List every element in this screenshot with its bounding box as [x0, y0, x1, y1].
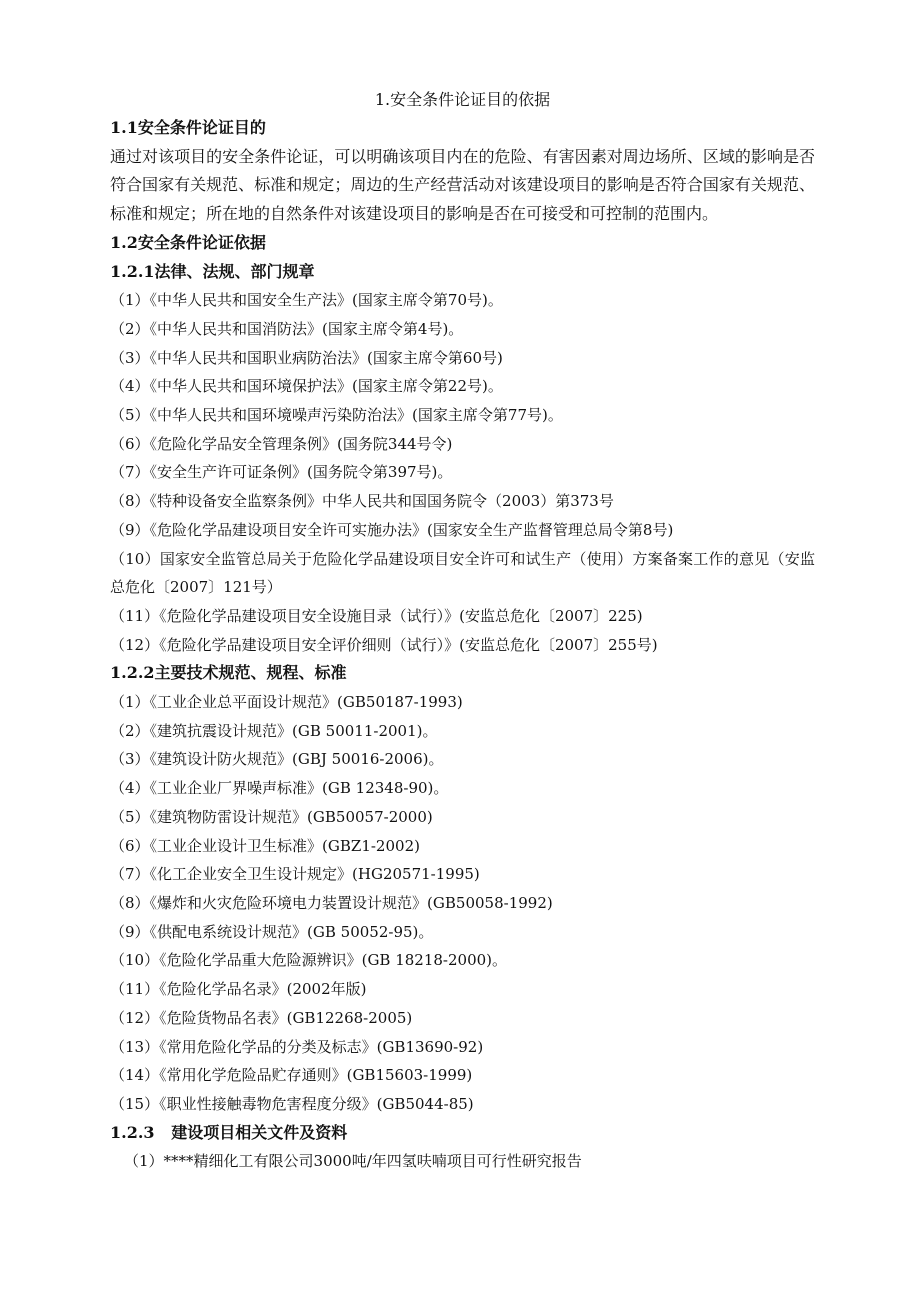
list-item: （1）《工业企业总平面设计规范》(GB50187-1993): [110, 693, 463, 712]
list-item: （8）《爆炸和火灾危险环境电力装置设计规范》(GB50058-1992): [110, 893, 553, 912]
list-item: （9）《供配电系统设计规范》(GB 50052-95)。: [110, 922, 434, 941]
section-1-2-1-heading: 1.2.1法律、法规、部门规章: [110, 261, 315, 281]
standards-list: [110, 688, 815, 1119]
list-item: （8）《特种设备安全监察条例》中华人民共和国国务院令（2003）第373号: [110, 492, 614, 511]
list-item: （11）《危险化学品名录》(2002年版): [110, 980, 367, 999]
list-item: （12）《危险化学品建设项目安全评价细则（试行）》(安监总危化〔2007〕255号): [110, 635, 658, 654]
list-item: （14）《常用化学危险品贮存通则》(GB15603-1999): [110, 1066, 473, 1085]
section-1-1-body: 通过对该项目的安全条件论证，可以明确该项目内在的危险、有害因素对周边场所、区域的影响是否符合国家有关规范、标准和规定；周边的生产经营活动对该建设项目的影响是否符合国家有关规范、标准和规定；所在地的自然条件对该建设项目的影响是否在可接受和可控制的范围内。: [110, 146, 815, 224]
laws-list: [110, 286, 815, 659]
doc-title: 1.安全条件论证目的依据: [374, 90, 551, 109]
list-item: （12）《危险货物品名表》(GB12268-2005): [110, 1008, 413, 1027]
list-item: （2）《建筑抗震设计规范》(GB 50011-2001)。: [110, 721, 438, 740]
list-item: （15）《职业性接触毒物危害程度分级》(GB5044-85): [110, 1094, 474, 1113]
list-item: （9）《危险化学品建设项目安全许可实施办法》(国家安全生产监督管理总局令第8号): [110, 520, 674, 539]
section-1-2-heading: 1.2安全条件论证依据: [110, 232, 266, 252]
list-item: （4）《中华人民共和国环境保护法》(国家主席令第22号)。: [110, 377, 503, 396]
section-1-2-3-heading: 1.2.3 建设项目相关文件及资料: [110, 1122, 348, 1142]
list-item: （6）《工业企业设计卫生标准》(GBZ1-2002): [110, 836, 420, 855]
list-item: （1）****精细化工有限公司3000吨/年四氢呋喃项目可行性研究报告: [124, 1152, 582, 1171]
list-item: （5）《中华人民共和国环境噪声污染防治法》(国家主席令第77号)。: [110, 406, 563, 425]
list-item: （6）《危险化学品安全管理条例》(国务院344号令): [110, 434, 453, 453]
list-item: （3）《中华人民共和国职业病防治法》(国家主席令第60号): [110, 348, 503, 367]
list-item: （10）《危险化学品重大危险源辨识》(GB 18218-2000)。: [110, 951, 508, 970]
document-page: [110, 86, 815, 1176]
list-item: （13）《常用危险化学品的分类及标志》(GB13690-92): [110, 1037, 484, 1056]
list-item: （10）国家安全监管总局关于危险化学品建设项目安全许可和试生产（使用）方案备案工作的意见（安监总危化〔2007〕121号）: [110, 549, 815, 597]
list-item: （4）《工业企业厂界噪声标准》(GB 12348-90)。: [110, 779, 449, 798]
list-item: （7）《化工企业安全卫生设计规定》(HG20571-1995): [110, 865, 480, 884]
section-1-2-2-heading: 1.2.2主要技术规范、规程、标准: [110, 663, 347, 683]
list-item: （1）《中华人民共和国安全生产法》(国家主席令第70号)。: [110, 291, 503, 310]
section-1-1-heading: 1.1安全条件论证目的: [110, 118, 266, 137]
list-item: （2）《中华人民共和国消防法》(国家主席令第4号)。: [110, 319, 464, 338]
project-docs-list: [110, 1147, 815, 1176]
list-item: （11）《危险化学品建设项目安全设施目录（试行）》(安监总危化〔2007〕225): [110, 606, 643, 625]
list-item: （3）《建筑设计防火规范》(GBJ 50016-2006)。: [110, 750, 444, 769]
list-item: （5）《建筑物防雷设计规范》(GB50057-2000): [110, 807, 433, 826]
list-item: （7）《安全生产许可证条例》(国务院令第397号)。: [110, 463, 453, 482]
